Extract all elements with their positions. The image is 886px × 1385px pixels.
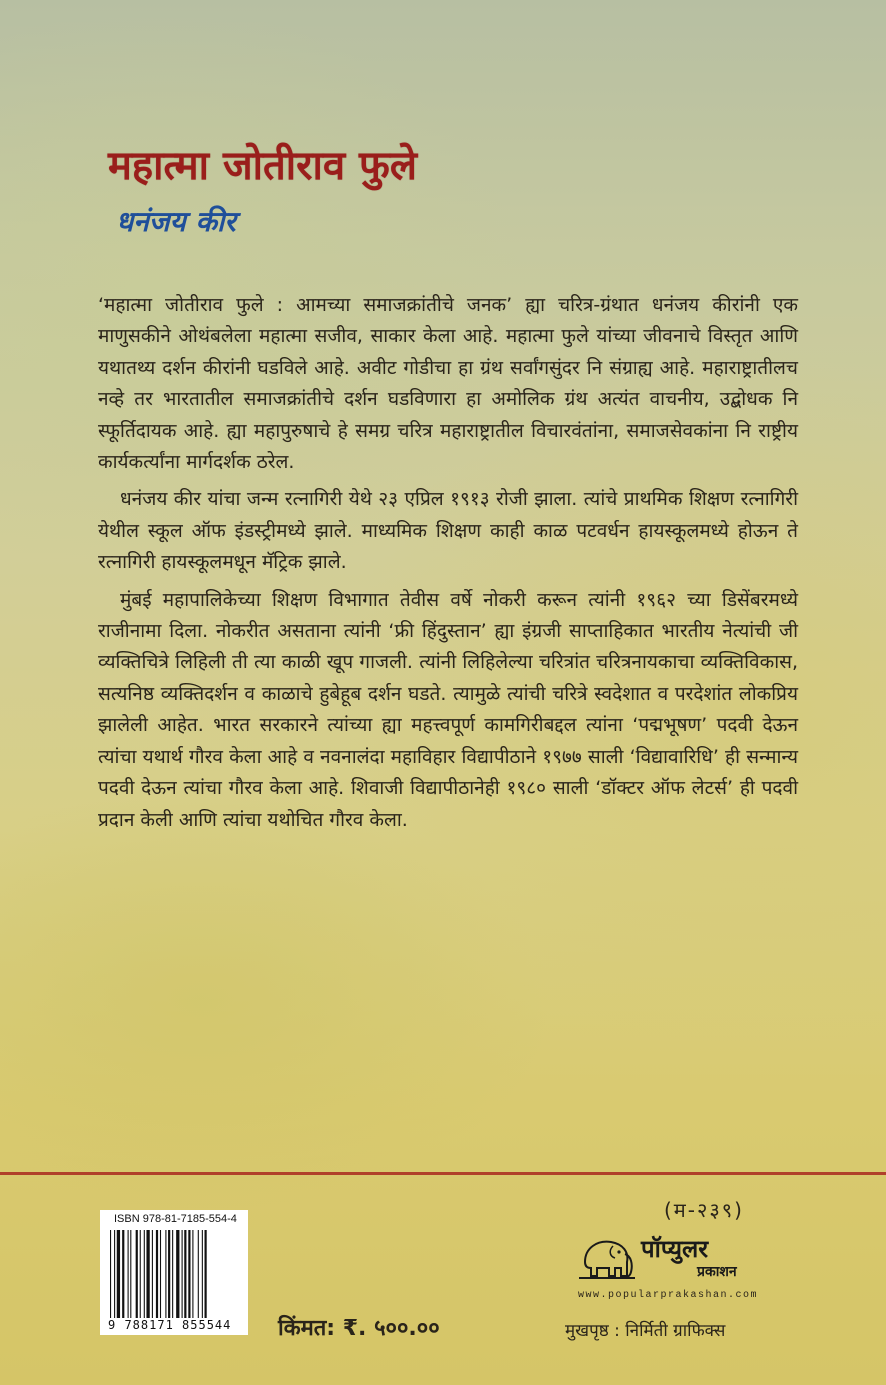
isbn-label: ISBN 978-81-7185-554-4	[114, 1213, 237, 1225]
barcode-digits: 9 788171 855544	[108, 1318, 232, 1332]
book-code: (म-२३९)	[664, 1198, 744, 1222]
barcode-icon	[110, 1230, 240, 1318]
publisher-logo	[575, 1232, 790, 1292]
cover-credit: मुखपृष्ठ : निर्मिती ग्राफिक्स	[565, 1321, 726, 1341]
footer-divider	[0, 1172, 886, 1175]
book-title: महात्मा जोतीराव फुले	[108, 142, 418, 189]
elephant-icon	[577, 1232, 635, 1284]
author-name: धनंजय कीर	[116, 205, 236, 238]
blurb-paragraph-1: ‘महात्मा जोतीराव फुले : आमच्या समाजक्रांतीचे जनक’ ह्या चरित्र-ग्रंथात धनंजय कीरांनी एक माणुसकीने ओथंबलेला महात्मा सजीव, साकार केला आहे. महात्मा फुले यांच्या जीवनाचे विस्तृत आणि यथातथ्य दर्शन कीरांनी घडविले आहे. अवीट गोडीचा हा ग्रंथ सर्वांगसुंदर नि संग्राह्य आहे. महाराष्ट्रातीलच नव्हे तर भारतातील समाजक्रांतीचे दर्शन घडविणारा हा अमोलिक ग्रंथ अत्यंत वाचनीय, उद्बोधक नि स्फूर्तिदायक आहे. ह्या महापुरुषाचे हे समग्र चरित्र महाराष्ट्रातील विचारवंतांना, समाजसेवकांना नि राष्ट्रीय कार्यकर्त्यांना मार्गदर्शक ठरेल.	[98, 294, 798, 474]
isbn-barcode-block	[100, 1210, 248, 1335]
blurb-paragraph-3: मुंबई महापालिकेच्या शिक्षण विभागात तेवीस वर्षे नोकरी करून त्यांनी १९६२ च्या डिसेंबरमध्ये राजीनामा दिला. नोकरीत असताना त्यांनी ‘फ्री हिंदुस्तान’ ह्या इंग्रजी साप्ताहिकात भारतीय नेत्यांची जी व्यक्तिचित्रे लिहिली ती त्या काळी खूप गाजली. त्यांनी लिहिलेल्या चरित्रांत चरित्रनायकाचा व्यक्तिविकास, सत्यनिष्ठ व्यक्तिदर्शन व काळाचे हुबेहूब दर्शन घडते. त्यामुळे त्यांची चरित्रे स्वदेशात व परदेशांत लोकप्रिय झालेली आहेत. भारत सरकारने त्यांच्या ह्या महत्त्वपूर्ण कामगिरीबद्दल त्यांना ‘पद्मभूषण’ पदवी देऊन त्यांचा यथार्थ गौरव केला आहे व नवनालंदा महाविहार विद्यापीठाने १९७७ साली ‘विद्यावारिधि’ ही सन्मान्य पदवी देऊन त्यांचा गौरव केला आहे. शिवाजी विद्यापीठानेही १९८० साली ‘डॉक्टर ऑफ लेटर्स’ ही पदवी प्रदान केली आणि त्यांचा यथोचित गौरव केला.	[98, 588, 798, 831]
blurb-paragraph-2: धनंजय कीर यांचा जन्म रत्नागिरी येथे २३ एप्रिल १९१३ रोजी झाला. त्यांचे प्राथमिक शिक्षण रत्नागिरी येथील स्कूल ऑफ इंडस्ट्रीमध्ये झाले. माध्यमिक शिक्षण काही काळ पटवर्धन हायस्कूलमध्ये होऊन ते रत्नागिरी हायस्कूलमधून मॅट्रिक झाले.	[98, 488, 798, 574]
publisher-subtitle: प्रकाशन	[697, 1264, 737, 1280]
publisher-name: पॉप्युलर	[641, 1235, 709, 1263]
blurb-text	[98, 290, 798, 842]
publisher-website: www.popularprakashan.com	[578, 1290, 759, 1301]
price: किंमत: ₹. ५००.००	[278, 1316, 440, 1341]
